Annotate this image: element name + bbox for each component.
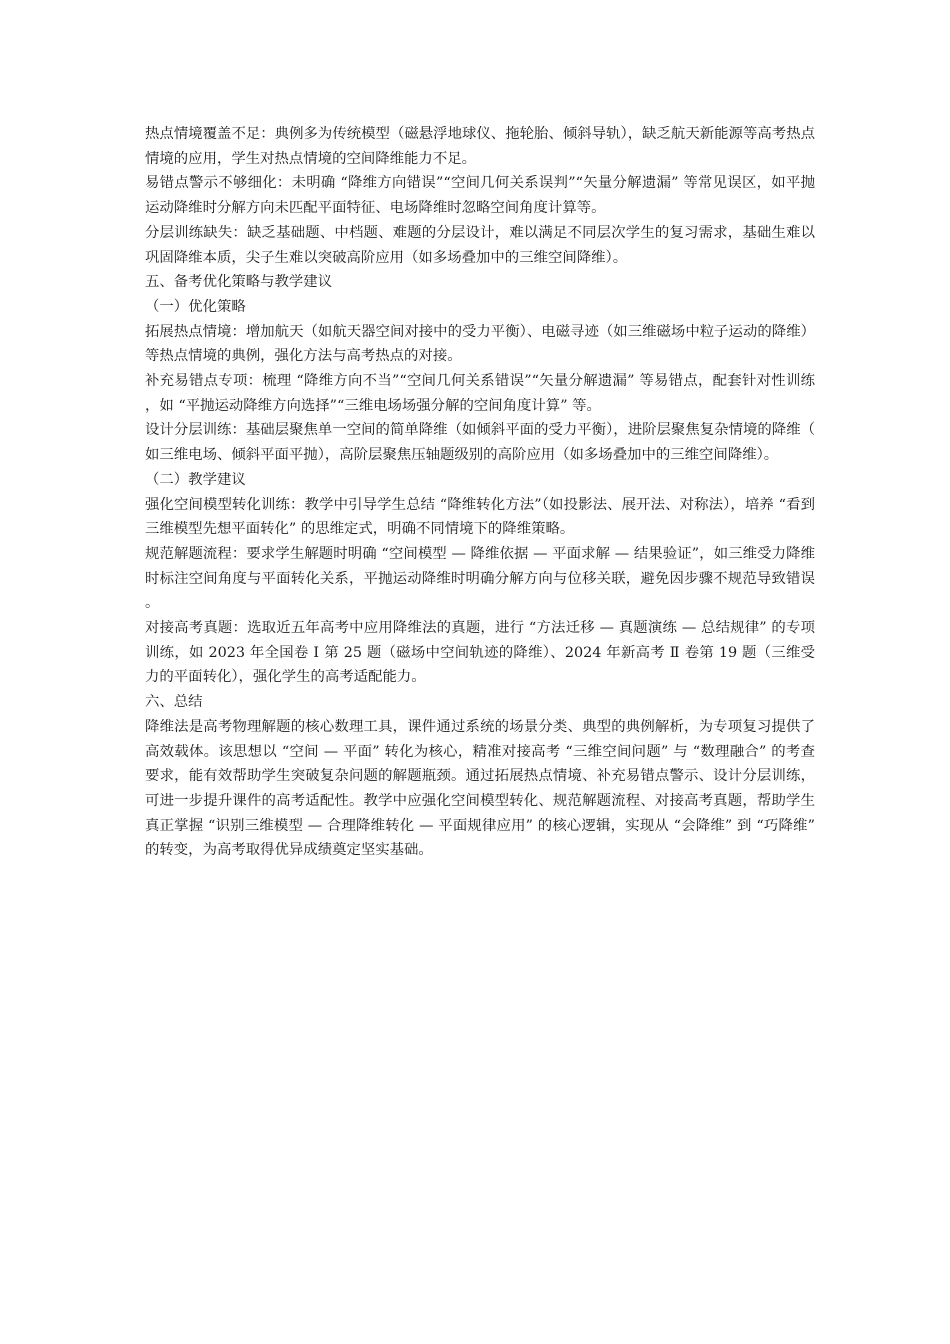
- paragraph-layered-training: 分层训练缺失：缺乏基础题、中档题、难题的分层设计，难以满足不同层次学生的复习需求，基础生难以巩固降维本质，尖子生难以突破高阶应用（如多场叠加中的三维空间降维）。: [145, 224, 815, 266]
- paragraph-model-transform: 强化空间模型转化训练：教学中引导学生总结 “降维转化方法”（如投影法、展开法、对称法），培养 “看到三维模型先想平面转化” 的思维定式，明确不同情境下的降维策略。: [145, 496, 815, 538]
- paragraph-error-topics: 补充易错点专项：梳理 “降维方向不当”“空间几何关系错误”“矢量分解遗漏” 等易错点，配套针对性训练，如 “平抛运动降维方向选择”“三维电场场强分解的空间角度计算” 等。: [145, 373, 815, 414]
- paragraph-design-layers: 设计分层训练：基础层聚焦单一空间的简单降维（如倾斜平面的受力平衡），进阶层聚焦复杂情境的降维（如三维电场、倾斜平面平抛），高阶层聚焦压轴题级别的高阶应用（如多场叠加中的三维空间降维）。: [145, 422, 815, 464]
- section-heading-five: 五、备考优化策略与教学建议: [145, 274, 333, 291]
- document-body: [145, 122, 815, 863]
- paragraph-error-warning: 易错点警示不够细化：未明确 “降维方向错误”“空间几何关系误判”“矢量分解遗漏” 等常见误区，如平抛运动降维时分解方向未匹配平面特征、电场降维时忽略空间角度计算等。: [145, 175, 815, 217]
- paragraph-expand-hotspots: 拓展热点情境：增加航天（如航天器空间对接中的受力平衡）、电磁寻迹（如三维磁场中粒子运动的降维）等热点情境的典例，强化方法与高考热点的对接。: [145, 323, 815, 365]
- paragraph-summary: 降维法是高考物理解题的核心数理工具，课件通过系统的场景分类、典型的典例解析，为专项复习提供了高效载体。该思想以 “空间 — 平面” 转化为核心，精准对接高考 “三维空间问题” 与 “数理融合” 的考查要求，能有效帮助学生突破复杂问题的解题瓶颈。通过拓展热点情境、补充易错点警示、设计分层训练，可进一步提升课件的高考适配性。教学中应强化空间模型转化、规范解题流程、对接高考真题，帮助学生真正掌握 “识别三维模型 — 合理降维转化 — 平面规律应用” 的核心逻辑，实现从 “会降维” 到 “巧降维” 的转变，为高考取得优异成绩奠定坚实基础。: [145, 718, 815, 859]
- paragraph-solving-process: 规范解题流程：要求学生解题时明确 “空间模型 — 降维依据 — 平面求解 — 结果验证”，如三维受力降维时标注空间角度与平面转化关系，平抛运动降维时明确分解方向与位移关联，避免因步骤不规范导致错误。: [145, 545, 815, 612]
- paragraph-exam-questions: 对接高考真题：选取近五年高考中应用降维法的真题，进行 “方法迁移 — 真题演练 — 总结规律” 的专项训练，如 2023 年全国卷 Ⅰ 第 25 题（磁场中空间轨迹的降维）、2024 年新高考 Ⅱ 卷第 19 题（三维受力的平面转化），强化学生的高考适配能力。: [145, 620, 815, 686]
- paragraph-hotspot-coverage: 热点情境覆盖不足：典例多为传统模型（磁悬浮地球仪、拖轮胎、倾斜导轨），缺乏航天新能源等高考热点情境的应用，学生对热点情境的空间降维能力不足。: [145, 126, 815, 167]
- subsection-heading-strategy: （一）优化策略: [145, 298, 246, 315]
- section-heading-six: 六、总结: [145, 694, 203, 711]
- subsection-heading-teaching: （二）教学建议: [145, 471, 246, 488]
